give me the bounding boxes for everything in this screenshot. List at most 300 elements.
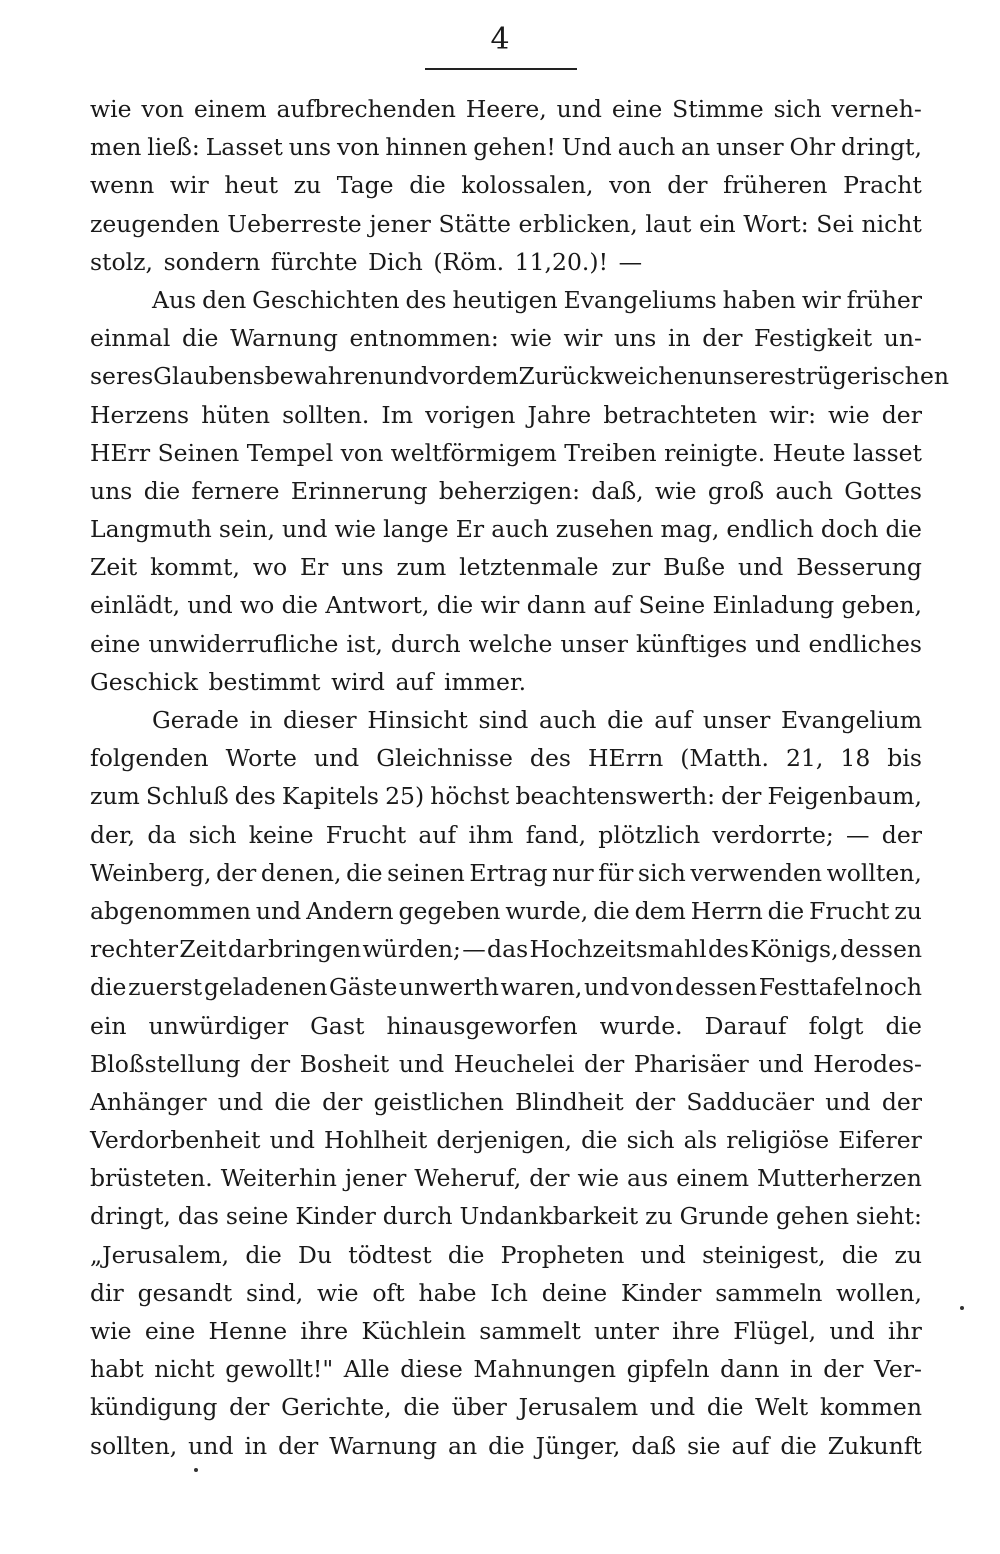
word: sondern (163, 247, 261, 276)
word: des (529, 744, 571, 773)
word: von (336, 133, 380, 162)
text-line (90, 892, 922, 930)
word: Wort: (743, 209, 809, 238)
word: HErr (90, 438, 151, 467)
word: und (255, 896, 302, 925)
text-line (90, 90, 922, 128)
word: und (829, 1317, 875, 1345)
word: und (755, 629, 801, 658)
word: wo (240, 591, 275, 620)
word: Besserung (796, 553, 922, 582)
word: der (634, 1087, 676, 1116)
word: Geschick (90, 667, 198, 696)
word: fürchte (270, 247, 358, 276)
word: Frucht (325, 820, 407, 849)
word: der, (90, 820, 136, 849)
word: der (216, 858, 257, 887)
word: ein (699, 209, 736, 238)
word: früheren (723, 171, 828, 200)
word: Hochzeitsmahl (529, 935, 707, 964)
word: und (217, 1087, 264, 1116)
word: dringt, (90, 1202, 171, 1231)
word: daß (631, 1431, 677, 1460)
word: — (462, 935, 486, 964)
word: einem (676, 1164, 749, 1193)
word: dessen (839, 935, 922, 964)
word: als (683, 1126, 718, 1155)
word: seres (90, 362, 154, 391)
word: über (451, 1393, 507, 1422)
word: der (322, 1087, 363, 1116)
word: uns (614, 324, 657, 353)
word: Darauf (704, 1011, 787, 1040)
word: Glaubens (153, 362, 265, 391)
word: welche (468, 629, 553, 658)
word: sollten, (90, 1431, 178, 1460)
word: Evangeliums (563, 285, 717, 314)
word: kommen (819, 1393, 922, 1422)
text-line (90, 1045, 922, 1083)
word: die (488, 1431, 525, 1460)
word: des (707, 935, 749, 964)
word: zeugenden (90, 209, 220, 238)
word: Erinnerung (290, 476, 428, 505)
word: Antwort, (325, 591, 430, 620)
word: gewollt!" (225, 1355, 334, 1384)
word: wurde, (505, 896, 589, 925)
word: dann (526, 591, 587, 620)
word: der (881, 820, 922, 849)
word: — (618, 247, 643, 276)
text-line (90, 510, 922, 548)
word: die (274, 1087, 311, 1116)
word: die (447, 1240, 485, 1269)
word: men (90, 133, 142, 162)
text-line (90, 434, 922, 472)
word: Andern (306, 896, 394, 925)
text-line (90, 1083, 922, 1121)
text-line (90, 930, 922, 968)
word: Dich (368, 247, 423, 276)
word: Gottes (844, 476, 922, 505)
text-line (90, 472, 922, 510)
word: und (758, 1049, 804, 1078)
word: wie (655, 476, 697, 505)
word: der (702, 324, 743, 353)
text-line (90, 816, 922, 854)
text-line (90, 357, 949, 395)
text-line (90, 1350, 922, 1388)
word: wie (90, 1317, 132, 1345)
word: und (282, 515, 328, 544)
word: mag, (660, 515, 720, 544)
word: uns (90, 476, 133, 505)
word: Gerichte, (281, 1393, 392, 1422)
word: ein (90, 1011, 127, 1040)
word: der (584, 1049, 625, 1078)
word: früher (846, 285, 922, 314)
word: laut (645, 209, 692, 238)
word: und (649, 1393, 696, 1422)
word: (Matth. (680, 744, 769, 773)
word: durch (390, 629, 461, 658)
word: der (881, 400, 922, 429)
word: 25) (385, 782, 425, 811)
word: beherzigen: (438, 476, 581, 505)
word: sich (626, 1126, 675, 1155)
word: habe (418, 1278, 477, 1307)
word: unwiderrufliche (148, 629, 339, 658)
word: Ich (490, 1278, 528, 1307)
word: wie (577, 1164, 619, 1193)
word: Propheten (500, 1240, 625, 1269)
word: die (245, 1240, 282, 1269)
word: Welt (755, 1393, 809, 1422)
text-line (90, 205, 922, 243)
word: Herzens (90, 400, 190, 429)
word: Ueberreste (227, 209, 362, 238)
word: der (881, 1087, 922, 1116)
word: wurde. (599, 1011, 683, 1040)
word: endliches (808, 629, 922, 658)
word: des (405, 285, 447, 314)
word: Blindheit (515, 1087, 624, 1116)
word: auf (418, 820, 457, 849)
text-line (90, 319, 922, 357)
word: hinausgeworfen (386, 1011, 578, 1040)
word: hüten (201, 400, 270, 429)
text-line (90, 739, 922, 777)
word: lange (383, 515, 449, 544)
word: Er (455, 515, 485, 544)
word: Pharisäer (633, 1049, 749, 1078)
text-line (90, 166, 922, 204)
word: von (630, 973, 674, 1002)
word: haben (722, 285, 796, 314)
word: ihm (468, 820, 514, 849)
word: die (346, 858, 383, 887)
word: die (90, 973, 127, 1002)
word: verwenden (690, 858, 823, 887)
word: sein, (218, 515, 275, 544)
word: endlich (726, 515, 814, 544)
word: entnommen: (349, 324, 499, 353)
word: erblicken, (518, 209, 638, 238)
word: Hohlheit (323, 1126, 428, 1155)
word: Gleichnisse (376, 744, 513, 773)
word: die (403, 1393, 440, 1422)
word: nur (552, 858, 594, 887)
word: zum (90, 782, 140, 811)
word: Bosheit (299, 1049, 390, 1078)
word: wir (480, 591, 520, 620)
word: einmal (90, 324, 171, 353)
text-line (90, 243, 922, 281)
word: nicht (861, 209, 922, 238)
word: Gäste (329, 973, 398, 1002)
body-text (90, 90, 949, 1465)
word: der (529, 1164, 570, 1193)
word: Stimme (672, 95, 764, 123)
word: Du (298, 1240, 332, 1269)
text-line (90, 1197, 922, 1235)
word: 21, (785, 744, 824, 773)
word: auch (775, 476, 833, 505)
word: Ertrag (469, 858, 548, 887)
word: das (487, 935, 529, 964)
word: Einladung (712, 591, 835, 620)
word: den (202, 285, 247, 314)
word: der (667, 171, 708, 200)
word: der (823, 1355, 864, 1384)
word: Im (381, 400, 413, 429)
word: Undankbarkeit (459, 1202, 639, 1231)
word: derjenigen, (436, 1126, 572, 1155)
word: Zeit (179, 935, 227, 964)
word: wollen, (836, 1278, 922, 1307)
word: zum (396, 553, 447, 582)
word: Und (561, 133, 612, 162)
word: dringt, (841, 133, 922, 162)
word: Treiben (564, 438, 657, 467)
word: oft (372, 1278, 405, 1307)
word: unser (716, 133, 784, 162)
word: 11,20.)! (514, 247, 609, 276)
word: des (234, 782, 276, 811)
word: dir (90, 1278, 124, 1307)
word: Gerade (152, 706, 239, 734)
word: und (313, 744, 360, 773)
word: und (398, 1049, 445, 1078)
word: stolz, (90, 247, 154, 276)
header-rule (425, 68, 577, 70)
word: Jahre (527, 400, 592, 429)
word: in (667, 324, 691, 353)
text-line (90, 625, 922, 663)
word: Alle (343, 1355, 390, 1384)
word: verneh- (831, 95, 922, 123)
word: Langmuth (90, 515, 212, 544)
word: Feigenbaum, (767, 782, 922, 811)
word: Zeit (90, 553, 138, 582)
word: unser (702, 706, 771, 734)
text-line (90, 586, 922, 624)
word: folgenden (90, 744, 209, 773)
word: Festtafel (758, 973, 863, 1002)
word: Mahnungen (473, 1355, 617, 1384)
word: sind, (246, 1278, 304, 1307)
text-line (90, 1388, 922, 1426)
print-speck (960, 1306, 964, 1310)
word: dessen (675, 973, 758, 1002)
word: sammeln (715, 1278, 823, 1307)
word: Hinsicht (367, 706, 468, 734)
word: in (244, 1431, 268, 1460)
word: auch (617, 133, 676, 162)
word: auf (654, 706, 693, 734)
word: an (448, 1431, 478, 1460)
word: die (885, 1011, 922, 1040)
word: — (846, 820, 870, 849)
word: bewahren (264, 362, 384, 391)
word: eine (611, 95, 663, 123)
word: ließ: (147, 133, 200, 162)
word: für (598, 858, 634, 887)
word: Kinder (621, 1278, 702, 1307)
word: der (721, 782, 762, 811)
word: und (187, 591, 233, 620)
word: kolossalen, (461, 171, 594, 200)
word: habt (90, 1355, 144, 1384)
word: dem (467, 362, 519, 391)
word: gehen! (473, 133, 556, 162)
text-line (90, 1007, 922, 1045)
word: rechter (90, 935, 179, 964)
word: und (383, 362, 429, 391)
word: Pracht (843, 171, 922, 200)
word: ihr (888, 1317, 922, 1345)
word: wird (331, 667, 385, 696)
word: Frucht (809, 896, 890, 925)
word: Heere, (465, 95, 547, 123)
word: das (177, 1202, 219, 1231)
word: die (581, 1126, 618, 1155)
word: in (249, 706, 273, 734)
word: in (790, 1355, 813, 1384)
word: die (281, 591, 319, 620)
word: kommt, (150, 553, 240, 582)
word: gipfeln (626, 1355, 710, 1384)
word: 18 (840, 744, 871, 773)
word: unter (594, 1317, 659, 1345)
word: vor (428, 362, 468, 391)
word: Weheruf, (414, 1164, 522, 1193)
word: seinen (387, 858, 465, 887)
word: dann (720, 1355, 780, 1384)
word: und (737, 553, 784, 582)
word: Zukunft (827, 1431, 922, 1460)
text-line (90, 128, 922, 166)
word: Geschichten (252, 285, 400, 314)
word: an (681, 133, 711, 162)
word: kündigung (90, 1393, 218, 1422)
word: (Röm. (433, 247, 505, 276)
word: und (556, 95, 602, 123)
word: Seine (638, 591, 706, 620)
word: sind (478, 706, 529, 734)
word: Lasset (205, 133, 283, 162)
word: auf (731, 1431, 770, 1460)
word: von (141, 95, 184, 123)
word: geben, (841, 591, 922, 620)
word: Aus (152, 285, 197, 314)
word: die (706, 1393, 744, 1422)
word: keine (248, 820, 314, 849)
word: unser (560, 629, 628, 658)
word: immer. (443, 667, 527, 696)
word: Jerusalem (518, 1393, 639, 1422)
word: bestimmt (208, 667, 321, 696)
word: der (278, 1431, 319, 1460)
word: uns (288, 133, 332, 162)
word: Kapitels (281, 782, 379, 811)
word: Schluß (145, 782, 229, 811)
word: wenn (90, 171, 155, 200)
word: Grunde (679, 1202, 769, 1231)
word: wir (801, 285, 841, 314)
word: gesandt (137, 1278, 233, 1307)
word: die (409, 171, 446, 200)
word: auf (395, 667, 434, 696)
word: sich (637, 858, 686, 887)
word: künftiges (635, 629, 748, 658)
word: un- (883, 324, 922, 353)
word: fand, (525, 820, 587, 849)
word: Gast (310, 1011, 365, 1040)
word: die (885, 515, 922, 544)
word: betrachteten (603, 400, 758, 429)
word: wir (563, 324, 603, 353)
word: heutigen (452, 285, 558, 314)
word: die (181, 324, 219, 353)
word: sollten. (282, 400, 370, 429)
word: Warnung (230, 324, 338, 353)
word: einlädt, (90, 591, 181, 620)
word: höchst (430, 782, 510, 811)
word: folgt (808, 1011, 864, 1040)
word: Flügel, (733, 1317, 817, 1345)
text-line (90, 1274, 922, 1312)
word: Weiterhin (220, 1164, 337, 1193)
word: waren, (500, 973, 583, 1002)
word: da (147, 820, 177, 849)
word: darbringen (227, 935, 362, 964)
word: uns (341, 553, 384, 582)
word: der (249, 1049, 291, 1078)
text-line (90, 701, 922, 739)
word: heut (224, 171, 279, 200)
word: Herrn (690, 896, 763, 925)
word: beachtenswerth: (515, 782, 716, 811)
word: zuerst (128, 973, 203, 1002)
word: wollten, (826, 858, 922, 887)
word: Tempel (246, 438, 334, 467)
text-line (90, 1312, 922, 1350)
word: von (609, 171, 652, 200)
word: sich (773, 95, 822, 123)
word: Worte (225, 744, 297, 773)
word: weltförmigem (390, 438, 557, 467)
word: deine (541, 1278, 608, 1307)
word: HErrn (587, 744, 664, 773)
word: von (340, 438, 384, 467)
word: und (188, 1431, 234, 1460)
word: Tage (336, 171, 394, 200)
page-number: 4 (490, 22, 510, 57)
word: fernere (191, 476, 280, 505)
word: eine (144, 1317, 196, 1345)
word: die (436, 591, 474, 620)
word: Er (299, 553, 329, 582)
word: Ver- (874, 1355, 922, 1384)
text-line (90, 663, 922, 701)
text-line (90, 548, 922, 586)
word: Warnung (329, 1431, 438, 1460)
text-line (90, 396, 922, 434)
word: aufbrechenden (276, 95, 456, 123)
word: Bloßstellung (90, 1049, 241, 1078)
text-line (90, 1159, 922, 1197)
